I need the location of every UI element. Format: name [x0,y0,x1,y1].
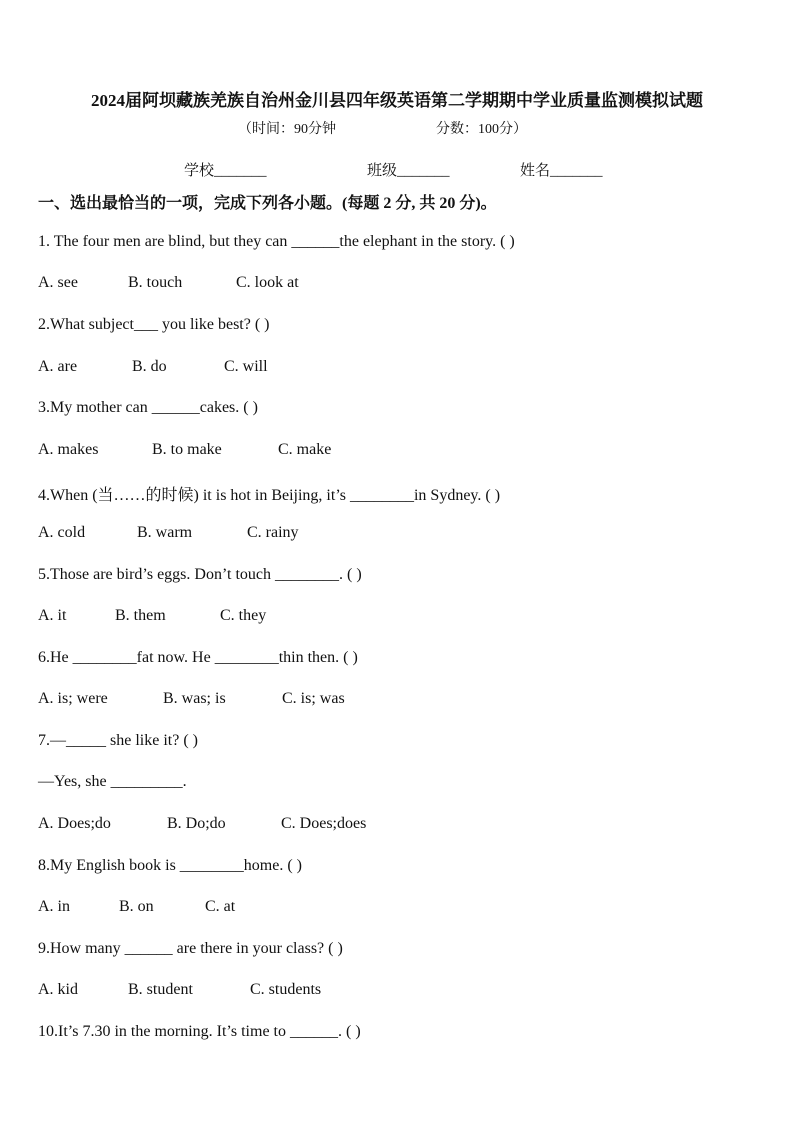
class-field: 班级_______ [367,163,450,179]
question-7: 7.—_____ she like it? ( ) [38,732,198,749]
question-9: 9.How many ______ are there in your class? ( ) [38,940,343,957]
exam-score: 分数：100分） [436,122,527,137]
option-a: A. are [38,358,78,375]
option-a: A. kid [38,981,78,998]
options-9 [38,981,321,999]
question-4: 4.When (当……的时候) it is hot in Beijing, it’s ________in Sydney. ( ) [38,487,501,504]
question-10: 10.It’s 7.30 in the morning. It’s time to ______. ( ) [38,1023,361,1040]
option-a: A. in [38,898,70,915]
options-5 [38,607,266,625]
options-1 [38,274,299,292]
question-8: 8.My English book is ________home. ( ) [38,857,302,874]
name-field: 姓名_______ [520,163,603,179]
options-6 [38,690,345,708]
option-a: A. Does;do [38,815,111,832]
option-a: A. it [38,607,67,624]
question-1: 1. The four men are blind, but they can ______the elephant in the story. ( ) [38,233,515,250]
options-4 [38,524,299,542]
option-c: C. students [250,981,322,998]
option-c: C. they [220,607,267,624]
options-7 [38,815,366,833]
question-6: 6.He ________fat now. He ________thin then. ( ) [38,649,358,666]
option-a: A. makes [38,441,99,458]
option-c: C. Does;does [281,815,367,832]
option-c: C. rainy [247,524,299,541]
school-field: 学校_______ [184,163,267,179]
option-b: B. student [128,981,193,998]
option-b: B. on [119,898,154,915]
option-b: B. them [115,607,166,624]
question-5: 5.Those are bird’s eggs. Don’t touch ________. ( ) [38,566,362,583]
option-b: B. do [132,358,167,375]
option-c: C. look at [236,274,299,291]
option-c: C. at [205,898,236,915]
option-c: C. is; was [282,690,345,707]
page-title: 2024届阿坝藏族羌族自治州金川县四年级英语第二学期期中学业质量监测模拟试题 [91,91,703,110]
exam-info [238,118,527,138]
section-heading: 一、选出最恰当的一项，完成下列各小题。(每题 2 分, 共 20 分)。 [38,195,497,212]
question-2: 2.What subject___ you like best? ( ) [38,316,270,333]
option-a: A. cold [38,524,86,541]
option-c: C. make [278,441,332,458]
option-b: B. touch [128,274,183,291]
option-a: A. is; were [38,690,108,707]
option-b: B. was; is [163,690,226,707]
question-7-response: —Yes, she _________. [38,773,187,790]
options-3 [38,441,331,459]
question-3: 3.My mother can ______cakes. ( ) [38,399,258,416]
option-b: B. warm [137,524,193,541]
option-b: B. Do;do [167,815,226,832]
option-a: A. see [38,274,78,291]
exam-time: （时间：90分钟 [238,122,336,137]
option-c: C. will [224,358,268,375]
options-8 [38,898,235,916]
option-b: B. to make [152,441,222,458]
options-2 [38,358,268,376]
